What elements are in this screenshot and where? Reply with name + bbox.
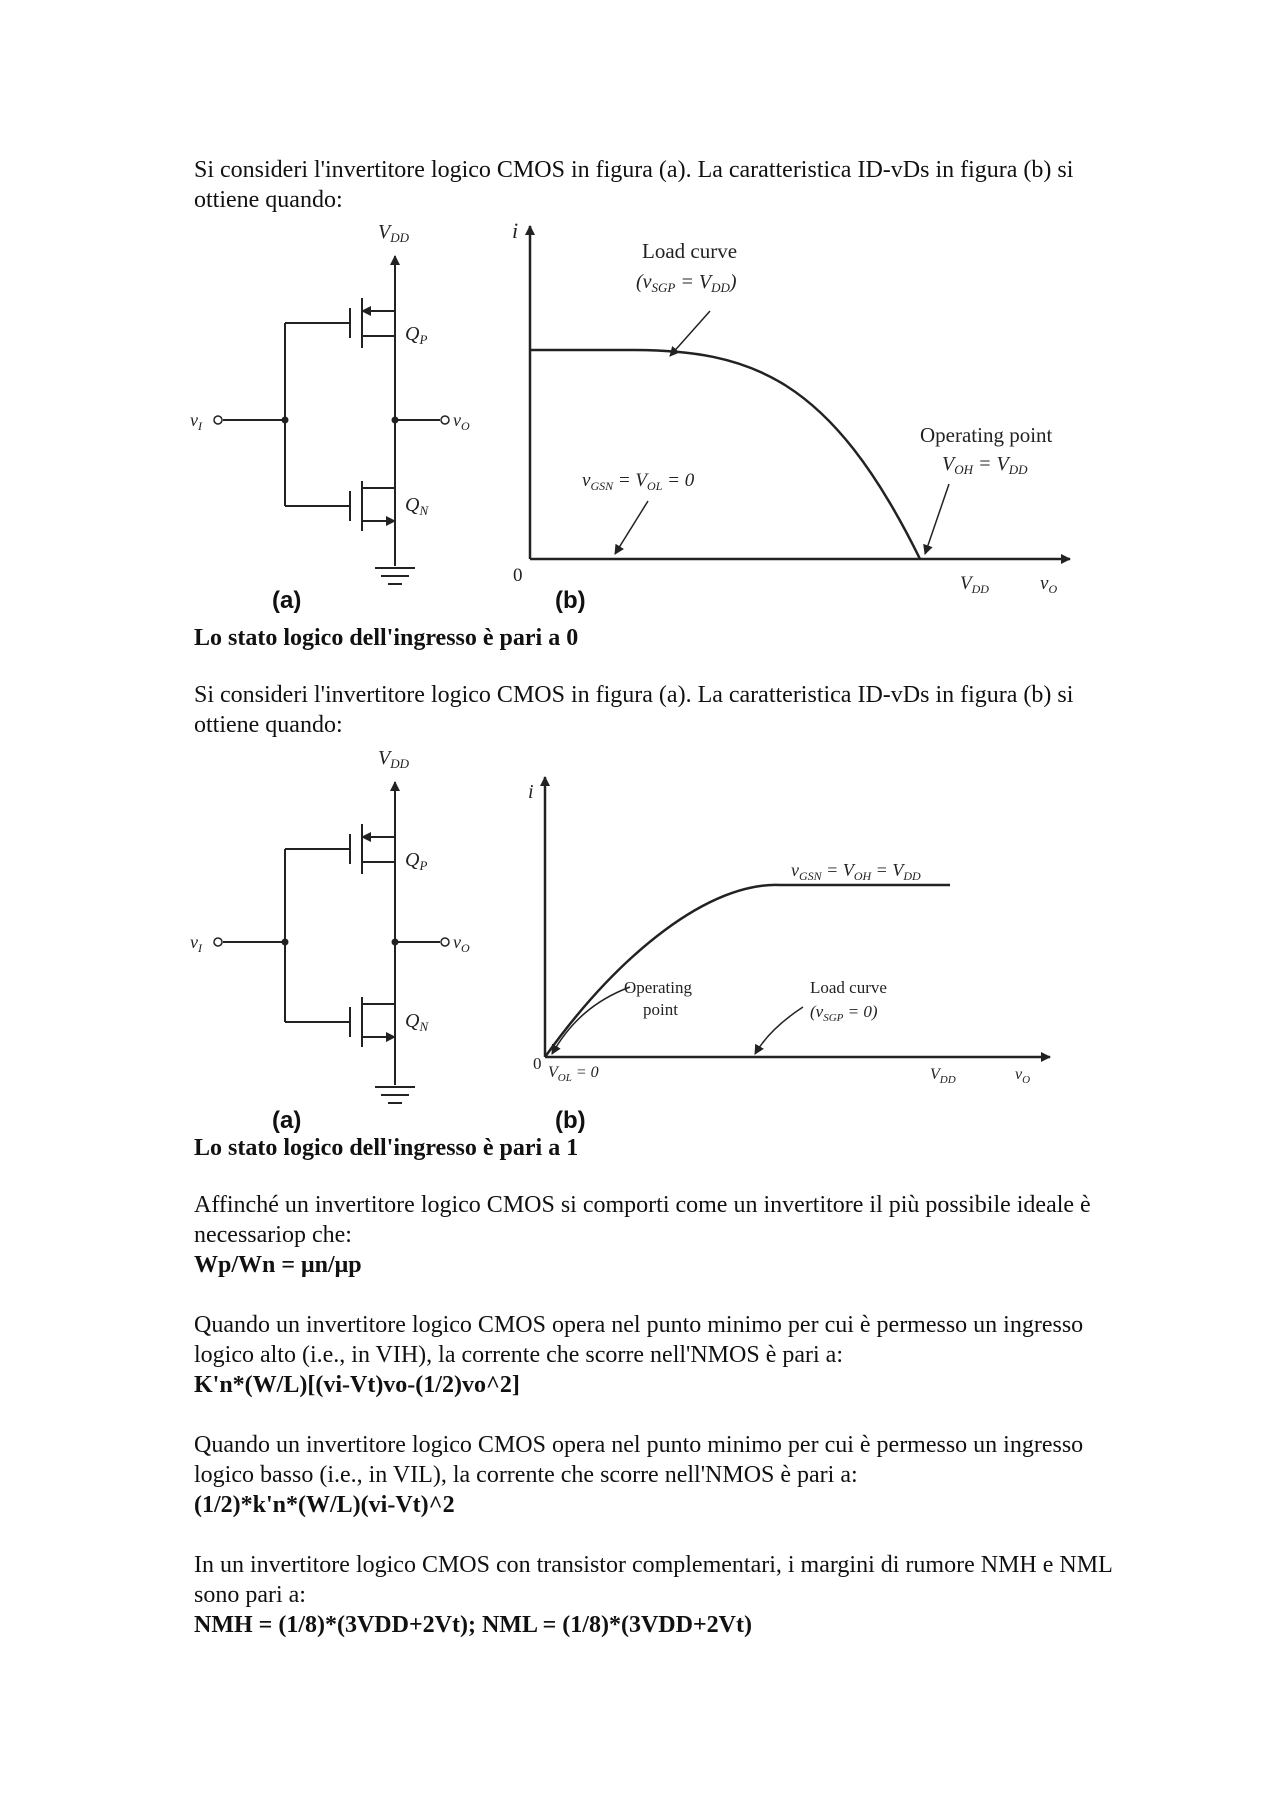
vi-label: $v_I$ [190,932,202,955]
operating-point-condition: $V_{OH} = V_{DD}$ [942,453,1028,477]
load-curve-condition: $(v_{SGP} = 0)$ [810,1002,878,1024]
load-curve-label: Load curve [642,239,738,263]
operating-point-label: Operating [624,978,692,997]
vdd-label: $V_{DD}$ [378,221,409,245]
answer-3: Wp/Wn = μn/μp [194,1252,362,1278]
operating-curve-graph-b [545,777,1050,1057]
vi-label: $v_I$ [190,410,202,433]
cmos-inverter-circuit-a [223,256,440,584]
gsn-condition: $v_{GSN} = V_{OH} = V_{DD}$ [791,860,921,883]
answer-2: Lo stato logico dell'ingresso è pari a 1 [194,1135,579,1161]
question-6-text: In un invertitore logico CMOS con transistor complementari, i margini di rumore NMH e NML sono pari a: [194,1552,1112,1608]
answer-5: (1/2)*k'n*(W/L)(vi-Vt)^2 [194,1492,455,1518]
vo-label: $v_O$ [453,932,470,955]
load-curve-label: Load curve [810,978,887,997]
question-5-text: Quando un invertitore logico CMOS opera nel punto minimo per cui è permesso un ingresso logico basso (i.e., in VIL), la corrente che scorre nell'NMOS è pari a: [194,1432,1084,1488]
figure-2 [190,742,1090,1137]
axis-vo-label: $v_O$ [1015,1066,1031,1086]
load-curve [530,350,920,559]
qp-label: $Q_P$ [405,323,428,347]
question-2-text: Si consideri l'invertitore logico CMOS in figura (a). La caratteristica ID-vDs in figura (b) si ottiene quando: [194,682,1074,738]
axis-i-label: i [512,218,519,243]
operating-point-label-2: point [643,1000,678,1019]
qn-label: $Q_N$ [405,1010,429,1034]
vo-label: $v_O$ [453,410,470,433]
question-4-text: Quando un invertitore logico CMOS opera nel punto minimo per cui è permesso un ingresso logico alto (i.e., in VIH), la corrente che scorre nell'NMOS è pari a: [194,1312,1084,1368]
answer-1: Lo stato logico dell'ingresso è pari a 0 [194,625,579,651]
caption-b: (b) [555,587,586,614]
axis-vdd-label: $V_{DD}$ [930,1066,956,1086]
caption-a: (a) [272,1107,302,1134]
axis-vol-label: $V_{OL} = 0$ [548,1064,599,1084]
figure-1 [190,216,1090,616]
caption-a: (a) [272,587,302,614]
axis-zero-label: 0 [513,565,523,586]
axis-vo-label: $v_O$ [1040,573,1058,596]
qp-label: $Q_P$ [405,849,428,873]
load-curve-condition: $(v_{SGP} = V_{DD})$ [636,271,737,295]
axis-vdd-label: $V_{DD}$ [960,573,989,596]
axis-zero-label: 0 [533,1054,542,1073]
cmos-inverter-circuit-a [223,782,440,1103]
operating-point-label: Operating point [920,423,1053,447]
question-1-text: Si consideri l'invertitore logico CMOS in figura (a). La caratteristica ID-vDs in figura (b) si ottiene quando: [194,157,1074,213]
question-3-text: Affinché un invertitore logico CMOS si comporti come un invertitore il più possibile ideale è necessariop che: [194,1192,1091,1248]
axis-i-label: i [528,781,534,803]
caption-b: (b) [555,1107,586,1134]
qn-label: $Q_N$ [405,494,429,518]
answer-4: K'n*(W/L)[(vi-Vt)vo-(1/2)vo^2] [194,1372,520,1398]
gsn-condition: $v_{GSN} = V_{OL} = 0$ [582,470,695,493]
answer-6: NMH = (1/8)*(3VDD+2Vt); NML = (1/8)*(3VDD+2Vt) [194,1612,752,1638]
gsn-curve [545,885,950,1057]
vdd-label: $V_{DD}$ [378,747,409,771]
load-curve-graph-b [530,226,1070,559]
